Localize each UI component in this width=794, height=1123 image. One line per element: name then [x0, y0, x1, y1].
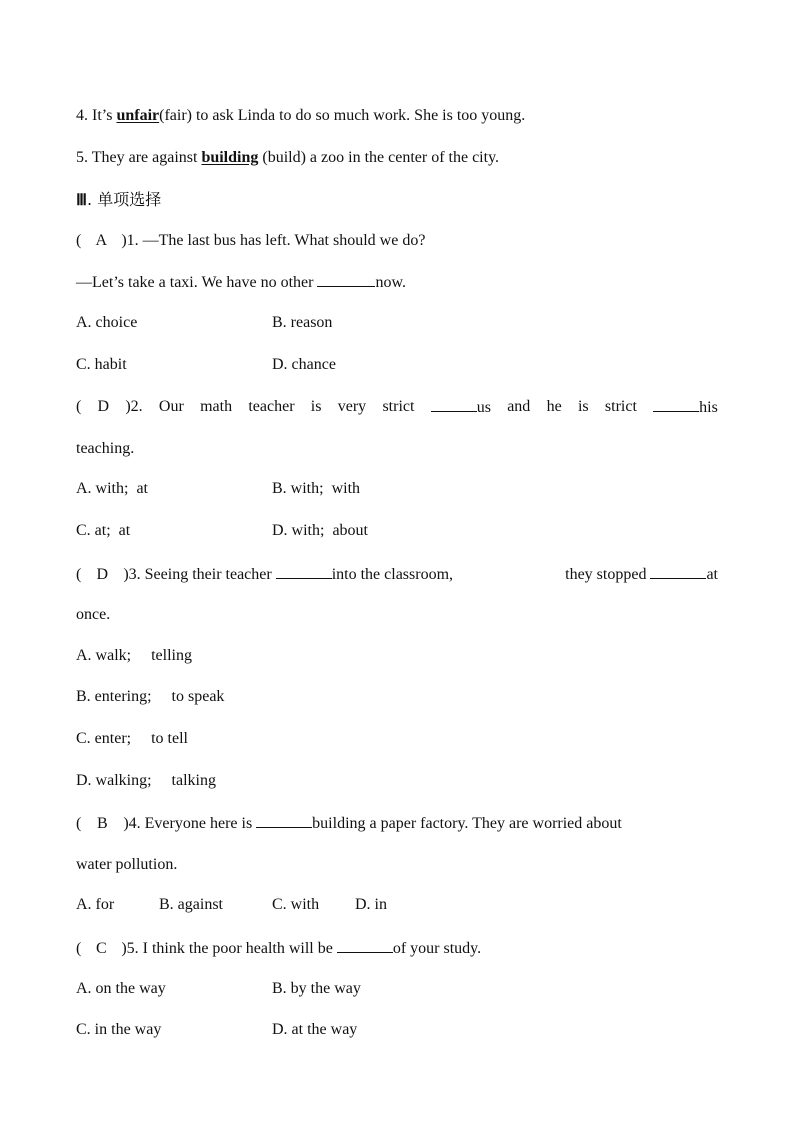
stem-word: very: [337, 398, 367, 415]
stem-word: is: [577, 398, 589, 415]
question-stem: at: [706, 566, 718, 583]
option-b: B. by the way: [272, 980, 361, 997]
option-b: B. against: [159, 896, 223, 913]
option-c: C. at; at: [76, 522, 131, 539]
question-2: [76, 397, 718, 418]
hint-word: (build): [258, 149, 310, 166]
answer-blank: [650, 564, 706, 579]
question-stem: —Let’s take a taxi. We have no other: [76, 274, 318, 291]
question-1-line2: [76, 272, 406, 293]
option-c: C. with: [272, 896, 320, 913]
question-4-line2: water pollution.: [76, 856, 178, 873]
stem-word: us: [476, 399, 491, 416]
hint-word: (fair): [159, 107, 196, 124]
answer-blank: [256, 813, 312, 828]
blank-group: [653, 397, 718, 418]
stem-word: his: [699, 399, 718, 416]
section-numeral: Ⅲ: [76, 192, 88, 209]
section-heading: [76, 190, 161, 211]
stem-word: and: [507, 398, 531, 415]
paren-open: (: [76, 232, 82, 249]
question-stem: they stopped: [565, 566, 651, 583]
answer-letter: D: [96, 566, 109, 583]
answer-blank: [431, 397, 477, 412]
option-b: B. reason: [272, 314, 333, 331]
answer-word: unfair: [116, 107, 160, 124]
stem-word: he: [546, 398, 562, 415]
paren-group: [76, 397, 143, 418]
answer-blank: [337, 938, 393, 953]
option-c: C. habit: [76, 356, 127, 373]
stem-word: is: [310, 398, 322, 415]
question-2-line2: teaching.: [76, 440, 135, 457]
option-d: D. in: [355, 896, 387, 913]
option-b: B. with; with: [272, 480, 361, 497]
option-c: C. in the way: [76, 1021, 162, 1038]
question-5: [76, 938, 481, 959]
item-text: a zoo in the center of the city.: [309, 149, 500, 166]
option-a: A. on the way: [76, 980, 166, 997]
option-a: A. walk; telling: [76, 647, 192, 664]
question-3: [76, 564, 718, 585]
question-stem: )4. Everyone here is: [123, 815, 257, 832]
answer-letter: B: [96, 815, 108, 832]
paren-open: (: [76, 398, 82, 415]
option-d: D. chance: [272, 356, 336, 373]
item-text: 5. They are against: [76, 149, 202, 166]
question-1: [76, 231, 425, 251]
stem-word: teacher: [248, 398, 295, 415]
paren-open: (: [76, 815, 82, 832]
fill-item-5: [76, 148, 499, 168]
answer-letter: A: [95, 232, 108, 249]
question-stem: building a paper factory. They are worried about: [312, 815, 622, 832]
question-3-line2: once.: [76, 606, 111, 623]
question-4: [76, 813, 718, 834]
answer-letter: D: [97, 398, 110, 415]
stem-word: Our: [158, 398, 184, 415]
option-a: A. choice: [76, 314, 138, 331]
question-stem: now.: [375, 274, 406, 291]
answer-word: building: [201, 149, 259, 166]
question-stem: into the classroom,: [331, 566, 454, 583]
answer-blank: [276, 564, 332, 579]
answer-blank: [317, 272, 375, 287]
question-number: )2.: [125, 398, 143, 415]
stem-group: [565, 564, 718, 585]
question-stem: )5. I think the poor health will be: [121, 940, 337, 957]
stem-word: math: [200, 398, 233, 415]
item-text: to ask Linda to do so much work. She is too young.: [195, 107, 526, 124]
option-c: C. enter; to tell: [76, 730, 188, 747]
question-stem: )1. —The last bus has left. What should we do?: [121, 232, 426, 249]
stem-group: [76, 564, 453, 585]
answer-letter: C: [95, 940, 107, 957]
option-a: A. for: [76, 896, 115, 913]
section-title: . 单项选择: [87, 190, 162, 209]
option-d: D. at the way: [272, 1021, 358, 1038]
paren-open: (: [76, 566, 82, 583]
option-d: D. with; about: [272, 522, 368, 539]
question-stem: of your study.: [392, 940, 482, 957]
answer-blank: [653, 397, 699, 412]
option-a: A. with; at: [76, 480, 148, 497]
blank-group: [431, 397, 491, 418]
fill-item-4: [76, 106, 525, 126]
option-b: B. entering; to speak: [76, 688, 225, 705]
paren-open: (: [76, 940, 82, 957]
stem-word: strict: [382, 398, 415, 415]
stem-word: strict: [604, 398, 637, 415]
question-stem: )3. Seeing their teacher: [123, 566, 276, 583]
item-text: 4. It’s: [76, 107, 117, 124]
option-d: D. walking; talking: [76, 772, 216, 789]
